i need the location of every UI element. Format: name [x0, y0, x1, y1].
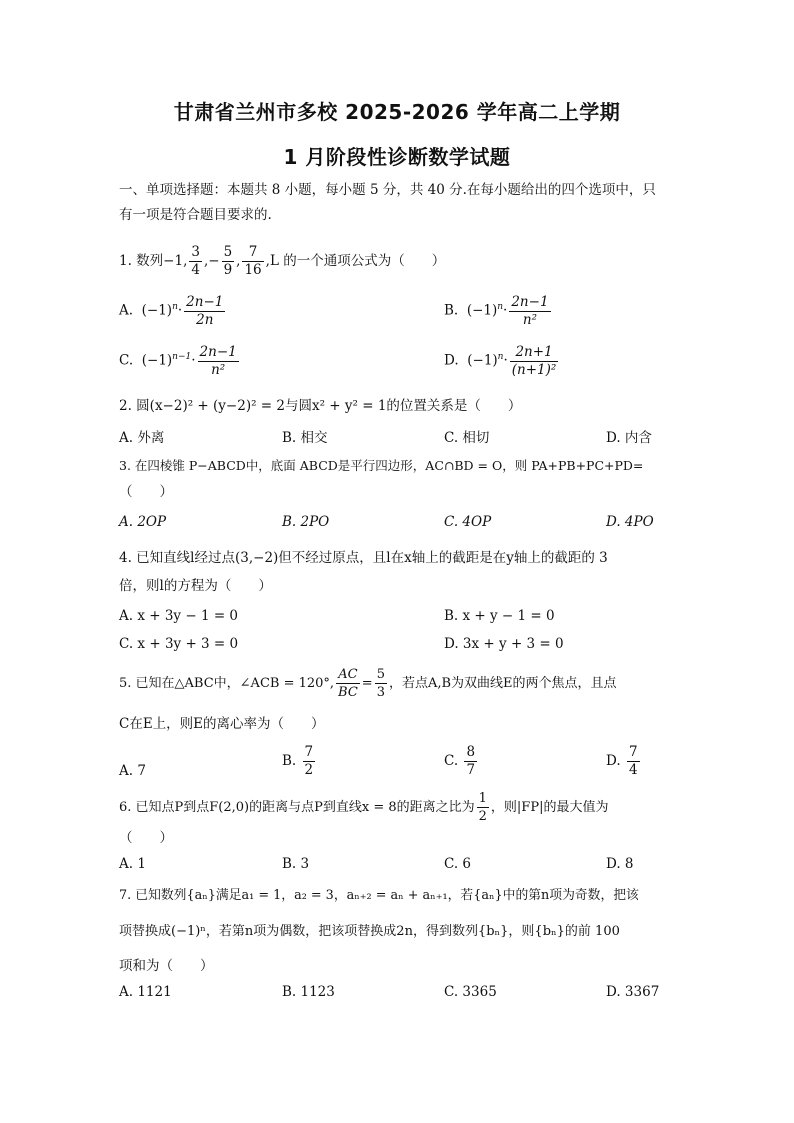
- q1-option-a-frac: [184, 294, 225, 329]
- q1-option-b[interactable]: B. $(-1)^n\cdot$ $\frac{2n-1}{\text{n²}}$: [444, 293, 549, 328]
- exam-title-line-1: 甘肃省兰州市多校 2025-2026 学年高二上学期: [173, 100, 621, 124]
- q2-option-b[interactable]: B. 相交: [282, 430, 328, 446]
- q1-option-b-num: 2n−1: [511, 293, 549, 310]
- q1-seq-start: −1,: [163, 253, 188, 269]
- q1-frac-3-den: 16: [244, 262, 262, 278]
- question-1-stem: 1. 数列−1, $\frac{3}{4}$ ,− $\frac{5}{9}$ , $\frac{7}{16}$ ,L 的一个通项公式为（ ）: [119, 244, 446, 278]
- q1-option-c-den: n²: [211, 361, 226, 378]
- q1-frac-3: [242, 244, 263, 279]
- q6-text-pre: 6. 已知点P到点F(2,0)的距离与点P到直线x = 8的距离之比为: [119, 800, 475, 815]
- q1-option-b-exp: n: [497, 302, 504, 312]
- q5-frac-ac-bc-num: AC: [336, 666, 360, 684]
- q1-option-d-den: (n+1)²: [511, 361, 557, 378]
- q7-option-b[interactable]: B. 1123: [282, 984, 335, 1000]
- q5-text-post: ，若点A,B为双曲线E的两个焦点，且点: [388, 676, 617, 691]
- q1-option-c-frac: [198, 344, 239, 379]
- q1-option-b-frac: [509, 294, 550, 329]
- q6-option-a[interactable]: A. 1: [119, 856, 146, 872]
- question-4-stem-line-2: 倍，则l的方程为（ ）: [119, 578, 272, 594]
- q1-option-d-num: 2n+1: [510, 344, 559, 362]
- question-7-stem-line-3: 项和为（ ）: [119, 958, 214, 974]
- q1-option-d[interactable]: D. $(-1)^n\cdot$ $\frac{2n+1}{\text{(n+1)²}}$: [444, 343, 557, 378]
- q5-option-d-label: D.: [606, 753, 621, 769]
- q1-frac-3-num: 7: [242, 244, 263, 262]
- q1-frac-1: [189, 244, 202, 279]
- section-intro-line-2: 有一项是符合题目要求的.: [119, 207, 272, 223]
- q1-frac-2-den: 9: [223, 262, 233, 278]
- q1-option-b-label: B.: [444, 302, 459, 319]
- q5-option-d-num: 7: [628, 744, 638, 760]
- question-3-paren: （ ）: [119, 484, 173, 500]
- q5-equals: =: [361, 676, 373, 691]
- q4-option-d[interactable]: D. 3x + y + 3 = 0: [444, 636, 564, 652]
- q1-option-b-base: (−1): [466, 302, 498, 319]
- question-7-stem-line-2: 项替换成(−1)ⁿ，若第n项为偶数，把该项替换成2n，得到数列{bₙ}，则{bₙ}的前 100: [119, 924, 620, 939]
- question-7-stem-line-1: 7. 已知数列{aₙ}满足a₁ = 1，a₂ = 3，aₙ₊₂ = aₙ + aₙ₊₁，若{aₙ}中的第n项为奇数，把该: [119, 888, 639, 903]
- exam-title-line-2: 1 月阶段性诊断数学试题: [283, 145, 511, 169]
- q1-seq-end: ,L: [265, 253, 279, 269]
- q1-option-c-exp: n−1: [172, 352, 192, 362]
- q5-option-c-den: 7: [466, 762, 476, 778]
- q1-option-a[interactable]: A. $(-1)^n\cdot$ $\frac{2n-1}{2n}$: [119, 293, 224, 328]
- q1-suffix: 的一个通项公式为（ ）: [283, 253, 446, 269]
- q6-frac: [477, 790, 489, 825]
- q5-text-pre: 5. 已知在△ABC中，∠ACB = 120°,: [119, 676, 335, 691]
- q5-frac-ac-bc-den: BC: [338, 685, 358, 700]
- q1-option-c-num: 2n−1: [199, 343, 237, 360]
- q5-option-c-frac: [464, 744, 477, 779]
- q1-option-c-label: C.: [119, 352, 134, 369]
- q5-frac-5-3-num: 5: [376, 667, 385, 682]
- q5-option-b-frac: [303, 744, 316, 779]
- q7-option-c[interactable]: C. 3365: [444, 984, 497, 1000]
- section-intro-line-1: 一、单项选择题：本题共 8 小题，每小题 5 分，共 40 分.在每小题给出的四个选项中，只: [119, 182, 656, 198]
- q2-option-a[interactable]: A. 外离: [119, 430, 165, 446]
- question-6-paren: （ ）: [119, 830, 173, 846]
- q5-option-a[interactable]: A. 7: [119, 763, 146, 779]
- q5-frac-5-3: [375, 666, 387, 701]
- q1-frac-2-num: 5: [223, 244, 233, 260]
- q6-text-post: ，则|FP|的最大值为: [490, 800, 609, 815]
- q5-option-b-den: 2: [304, 762, 314, 778]
- q1-option-a-base: (−1): [141, 302, 173, 319]
- question-5-stem-line-1: [119, 666, 679, 702]
- q3-option-a[interactable]: A. 2OP: [119, 514, 167, 530]
- question-5-stem-line-2: C在E上，则E的离心率为（ ）: [119, 716, 325, 732]
- q1-option-c[interactable]: C. $(-1)^{n-1}\cdot$ $\frac{2n-1}{\text{n²}}$: [119, 343, 237, 378]
- q1-option-a-label: A.: [119, 302, 134, 319]
- q6-frac-num: 1: [478, 791, 487, 806]
- q5-option-c-label: C.: [444, 753, 459, 769]
- q5-option-d-den: 4: [628, 762, 638, 778]
- question-2-stem: 2. 圆(x−2)² + (y−2)² = 2与圆x² + y² = 1的位置关系是（ ）: [119, 398, 522, 414]
- q2-option-d[interactable]: D. 内含: [606, 430, 652, 446]
- q1-option-d-exp: n: [497, 352, 504, 362]
- q1-frac-2: [222, 244, 235, 279]
- q3-option-b[interactable]: B. 2PO: [282, 514, 330, 530]
- q1-option-d-label: D.: [444, 352, 459, 369]
- q3-option-c[interactable]: C. 4OP: [444, 514, 492, 530]
- q1-option-a-num: 2n−1: [186, 293, 224, 310]
- q1-frac-1-den: 4: [191, 262, 200, 278]
- q7-option-d[interactable]: D. 3367: [606, 984, 660, 1000]
- q2-option-c[interactable]: C. 相切: [444, 430, 490, 446]
- q1-option-a-exp: n: [172, 302, 178, 312]
- q1-sep: ,−: [203, 253, 220, 269]
- q5-option-b-num: 7: [304, 744, 314, 760]
- q6-option-c[interactable]: C. 6: [444, 856, 472, 872]
- q4-option-c[interactable]: C. x + 3y + 3 = 0: [119, 636, 239, 652]
- q1-option-d-frac: [510, 344, 559, 379]
- q5-option-d-frac: [627, 744, 640, 779]
- q6-option-b[interactable]: B. 3: [282, 856, 310, 872]
- q1-option-a-den: 2n: [196, 311, 214, 328]
- q6-option-d[interactable]: D. 8: [606, 856, 634, 872]
- q1-option-d-base: (−1): [467, 352, 498, 369]
- q7-option-a[interactable]: A. 1121: [119, 984, 172, 1000]
- question-4-stem-line-1: 4. 已知直线l经过点(3,−2)但不经过原点，且l在x轴上的截距是在y轴上的截距的 3: [119, 550, 608, 566]
- q5-option-c-num: 8: [466, 744, 476, 760]
- q5-option-b-label: B.: [282, 753, 297, 769]
- q3-option-d[interactable]: D. 4PO: [606, 514, 654, 530]
- q1-option-b-den: n²: [522, 311, 537, 328]
- question-6-stem-line-1: [119, 790, 679, 825]
- q5-option-d[interactable]: [606, 744, 642, 779]
- q4-option-a[interactable]: A. x + 3y − 1 = 0: [119, 608, 239, 624]
- q4-option-b[interactable]: B. x + y − 1 = 0: [444, 608, 555, 624]
- q6-frac-den: 2: [478, 809, 487, 824]
- q1-frac-1-num: 3: [191, 244, 200, 260]
- q5-frac-ac-bc: [336, 666, 360, 701]
- q1-prefix: 1. 数列: [119, 253, 164, 269]
- q5-option-c[interactable]: [444, 744, 479, 779]
- question-3-stem: 3. 在四棱锥 P−ABCD中，底面 ABCD是平行四边形，AC∩BD = O，则 PA+PB+PC+PD=: [119, 458, 644, 473]
- q5-option-b[interactable]: [282, 744, 317, 779]
- q1-option-c-base: (−1): [141, 352, 173, 369]
- q5-frac-5-3-den: 3: [376, 685, 385, 700]
